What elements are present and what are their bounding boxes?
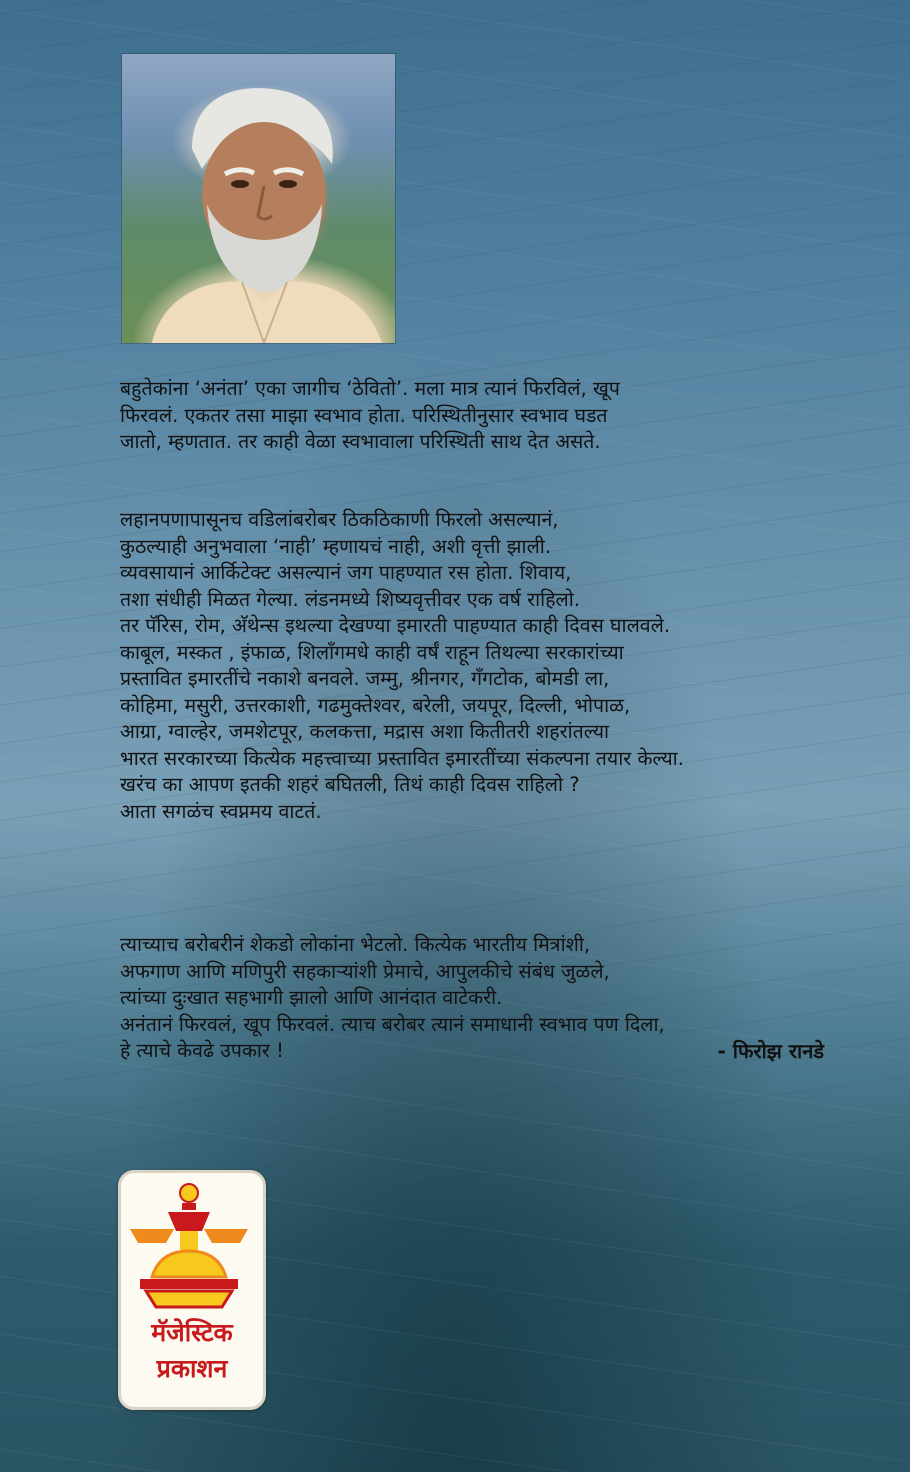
author-photo <box>122 54 395 343</box>
paragraph-line: तर पॅरिस, रोम, अ‍ॅथेन्स इथल्या देखण्या इमारती पाहण्यात काही दिवस घालवले. <box>120 614 671 637</box>
paragraph-line: हे त्याचे केवढे उपकार ! <box>120 1039 284 1062</box>
paragraph-line: आता सगळंच स्वप्नमय वाटतं. <box>120 799 322 823</box>
publisher-name-line2: प्रकाशन <box>156 1354 228 1383</box>
paragraph-line: अफगाण आणि मणिपुरी सहकाऱ्यांशी प्रेमाचे, आपुलकीचे संबंध जुळले, <box>120 959 610 983</box>
paragraph-line: त्याच्याच बरोबरीनं शेकडो लोकांना भेटलो. कित्येक भारतीय मित्रांशी, <box>120 933 591 956</box>
paragraph-line: खरंच का आपण इतकी शहरं बघितली, तिथं काही दिवस राहिलो ? <box>120 773 580 796</box>
paragraph-line: भारत सरकारच्या कित्येक महत्त्वाच्या प्रस्तावित इमारतींच्या संकल्पना तयार केल्या. <box>120 746 684 770</box>
author-signature: - फिरोझ रानडे <box>717 1039 824 1063</box>
paragraph-line: प्रस्तावित इमारतींचे नकाशे बनवले. जम्मु, श्रीनगर, गँगटोक, बोमडी ला, <box>120 667 610 690</box>
paragraph-line: तशा संधीही मिळत गेल्या. लंडनमध्ये शिष्यवृत्तीवर एक वर्ष राहिलो. <box>120 587 581 611</box>
paragraph-line: जातो, म्हणतात. तर काही वेळा स्वभावाला परिस्थिती साथ देत असते. <box>120 430 601 453</box>
paragraph-2 <box>120 507 840 825</box>
paragraph-1 <box>120 376 840 456</box>
paragraph-line: आग्रा, ग्वाल्हेर, जमशेटपूर, कलकत्ता, मद्रास अशा कितीतरी शहरांतल्या <box>120 720 610 743</box>
paragraph-line: कोहिमा, मसुरी, उत्तरकाशी, गढमुक्तेश्वर, बरेली, जयपूर, दिल्ली, भोपाळ, <box>120 693 631 717</box>
paragraph-line: त्यांच्या दुःखात सहभागी झालो आणि आनंदात वाटेकरी. <box>120 986 503 1009</box>
lamp-logo-icon <box>118 1179 260 1319</box>
paragraph-line: बहुतेकांना ‘अनंता’ एका जागीच ‘ठेवितो’. मला मात्र त्यानं फिरविलं, खूप <box>120 377 620 400</box>
author-portrait-icon <box>122 54 395 343</box>
paragraph-line: कुठल्याही अनुभवाला ‘नाही’ म्हणायचं नाही, अशी वृत्ती झाली. <box>120 534 552 558</box>
publisher-name-line1: मॅजेस्टिक <box>151 1318 233 1347</box>
paragraph-line: अनंतानं फिरवलं, खूप फिरवलं. त्याच बरोबर त्यानं समाधानी स्वभाव पण दिला, <box>120 1012 665 1036</box>
paragraph-line: व्यवसायानं आर्किटेक्ट असल्यानं जग पाहण्यात रस होता. शिवाय, <box>120 561 572 584</box>
paragraph-line: काबूल, मस्कत , इंफाळ, शिलाँगमधे काही वर्षं राहून तिथल्या सरकारांच्या <box>120 640 624 664</box>
paragraph-line: फिरवलं. एकतर तसा माझा स्वभाव होता. परिस्थितीनुसार स्वभाव घडत <box>120 403 608 427</box>
publisher-logo <box>118 1170 266 1410</box>
paragraph-line: लहानपणापासूनच वडिलांबरोबर ठिकठिकाणी फिरलो असल्यानं, <box>120 508 559 531</box>
